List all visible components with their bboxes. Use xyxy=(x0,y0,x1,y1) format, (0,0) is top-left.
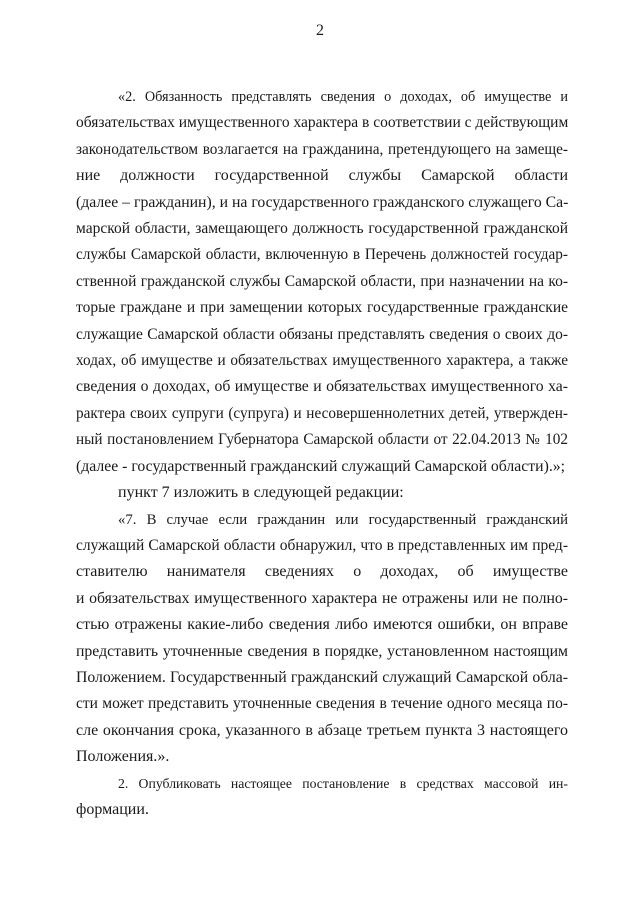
text-line: ный постановлением Губернатора Самарской области от 22.04.2013 № 102 xyxy=(76,431,568,449)
text-line: ходах, об имуществе и обязательствах имущественного характера, а также xyxy=(76,352,568,370)
text-line: службы Самарской области, включенную в Перечень должностей государ- xyxy=(76,246,568,264)
text-line: пункт 7 изложить в следующей редакции: xyxy=(118,484,404,502)
text-line: сти может представить уточненные сведения в течение одного месяца по- xyxy=(76,695,568,713)
text-line: сведения о доходах, об имуществе и обязательствах имущественного ха- xyxy=(76,378,568,396)
page-number: 2 xyxy=(316,22,324,39)
text-line: Положения.». xyxy=(76,748,170,766)
text-line: служащие Самарской области обязаны представлять сведения о своих до- xyxy=(76,325,568,343)
text-line: ственной гражданской службы Самарской области, при назначении на ко- xyxy=(76,272,568,290)
text-line: 2. Опубликовать настоящее постановление в средствах массовой ин- xyxy=(118,775,568,791)
text-line: формации. xyxy=(76,800,149,818)
text-line: и обязательствах имущественного характера не отражены или не полно- xyxy=(76,589,568,607)
text-line: стью отражены какие-либо сведения либо имеются ошибки, он вправе xyxy=(76,616,568,634)
text-line: ние должности государственной службы Самарской области xyxy=(76,167,568,185)
text-line: законодательством возлагается на гражданина, претендующего на замеще- xyxy=(76,140,568,158)
text-line: обязательствах имущественного характера в соответствии с действующим xyxy=(76,114,569,132)
text-line: (далее - государственный гражданский служащий Самарской области).»; xyxy=(76,457,566,475)
text-line: (далее – гражданин), и на государственного гражданского служащего Са- xyxy=(76,193,569,211)
text-line: марской области, замещающего должность государственной гражданской xyxy=(76,220,568,238)
text-line: служащий Самарской области обнаружил, что в представленных им пред- xyxy=(76,536,568,554)
paragraph-clause-7 xyxy=(76,507,568,771)
text-line: торые граждане и при замещении которых государственные гражданские xyxy=(76,299,568,317)
document-body xyxy=(76,84,568,823)
paragraph-clause-2 xyxy=(76,84,568,480)
text-line: «7. В случае если гражданин или государственный гражданский xyxy=(118,511,568,528)
text-line: Положением. Государственный гражданский служащий Самарской обла- xyxy=(76,668,568,686)
text-line: «2. Обязанность представлять сведения о доходах, об имуществе и xyxy=(118,89,568,105)
paragraph-publish xyxy=(76,771,568,824)
text-line: рактера своих супруги (супруга) и несовершеннолетних детей, утвержден- xyxy=(76,404,568,422)
paragraph-instruction xyxy=(76,480,568,506)
text-line: сле окончания срока, указанного в абзаце третьем пункта 3 настоящего xyxy=(76,721,568,739)
text-line: ставителю нанимателя сведениях о доходах, об имуществе xyxy=(76,563,568,581)
text-line: представить уточненные сведения в порядке, установленном настоящим xyxy=(76,642,568,660)
